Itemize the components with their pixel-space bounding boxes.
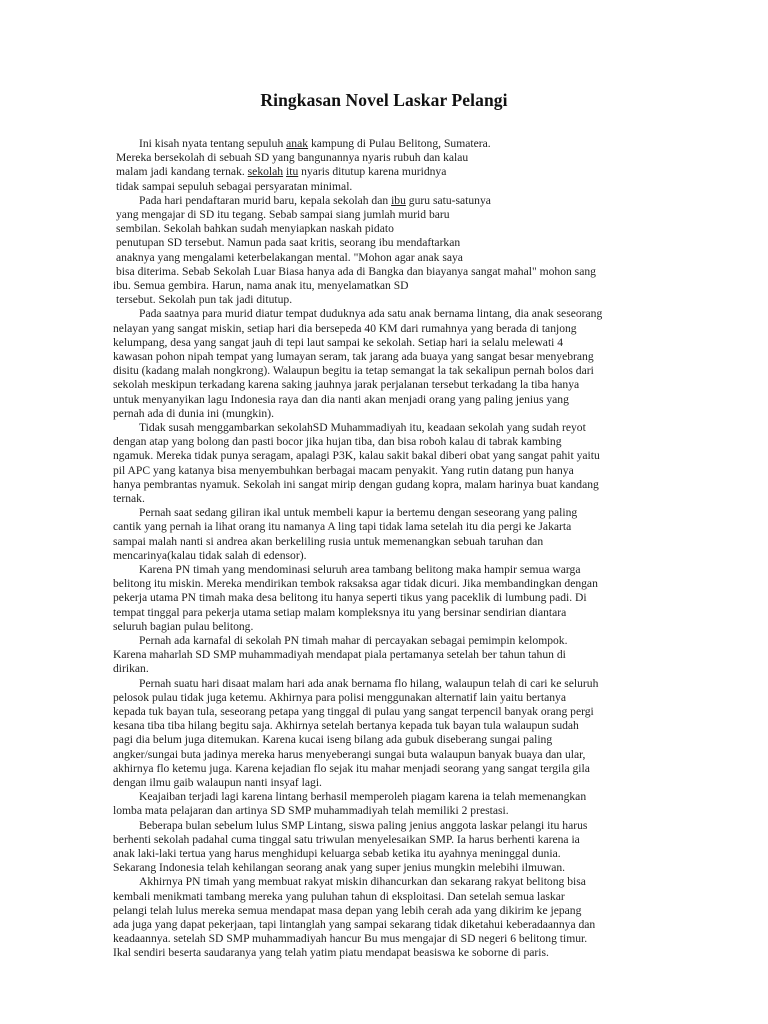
text-line [113,492,145,506]
text-line [113,776,322,790]
text-span: Beberapa bulan sebelum lulus SMP Lintang, siswa paling jenius anggota laskar pelangi itu harus [139,818,588,832]
text-span: untuk menyanyikan lagu Indonesia raya dan dia nanti akan menjadi orang yang paling jenius yang [113,392,569,406]
text-line [113,322,577,336]
underlined-word: ibu [391,193,406,207]
text-span: belitong itu miskin. Mereka mendirikan tembok raksaksa agar tidak dicuri. Jika membandingkan dengan [113,577,598,591]
text-line [113,478,599,492]
text-line [113,449,600,463]
document-body [0,137,768,1017]
text-line [113,520,571,534]
text-line [116,251,463,265]
text-span: lomba mata pelajaran dan artinya SD SMP muhammadiyah telah memiliki 2 prestasi. [113,804,509,818]
text-span: Karena PN timah yang mendominasi seluruh area tambang belitong maka hampir semua warga [139,563,581,576]
text-line [113,833,580,847]
text-line [113,435,562,449]
text-line [116,151,468,165]
text-line [113,336,563,350]
text-line [116,208,450,222]
text-span: akhirnya flo ketemu juga. Karena kejadian flo sejak itu mahar menjadi seorang yang sangat tergila gila [113,761,590,775]
text-span: berhenti sekolah padahal cuma tinggal satu triwulan menyelesaikan SMP. Ia harus berhenti karena ia [113,832,580,846]
text-line [113,748,585,762]
text-span: nyaris ditutup karena muridnya [298,165,447,179]
text-span: seluruh bagian pulau belitong. [113,619,254,633]
text-span: Pernah suatu hari disaat malam hari ada anak bernama flo hilang, walaupun telah di cari ke seluruh [139,676,599,690]
underlined-word: itu [286,165,299,179]
text-line [113,364,594,378]
text-span: Pada hari pendaftaran murid baru, kepala sekolah dan [139,193,392,207]
text-span: Mereka bersekolah di sebuah SD yang bangunannya nyaris rubuh dan kalau [116,151,469,165]
text-span: tempat tinggal para pekerja utama setiap malam kompleksnya itu yang bersinar sendirian diantara [113,605,567,619]
text-line [116,165,446,179]
text-line [139,563,581,577]
text-span: kawasan pohon nipah tempat yang lumayan seram, tak jarang ada buaya yang sangat besar menyebrang [113,350,594,363]
text-span: Pernah saat sedang giliran ikal untuk membeli kapur ia bertemu dengan seseorang yang paling [139,506,578,520]
text-span: Pada saatnya para murid diatur tempat duduknya ada satu anak bernama lintang, dia anak seseorang [139,307,603,321]
text-line [116,293,292,307]
text-line [139,307,602,321]
text-span: Keajaiban terjadi lagi karena lintang berhasil memperoleh piagam karena ia telah memenangkan [139,790,587,804]
text-line [113,762,590,776]
text-span: cantik yang pernah ia lihat orang itu namanya A ling tapi tidak lama setelah itu dia pergi ke Jakarta [113,520,572,534]
text-line [113,577,598,591]
text-span: Sekarang Indonesia telah kehilangan seorang anak yang super jenius mungkin melebihi ilmuwan. [113,861,566,875]
text-line [113,393,569,407]
text-span: sembilan. Sekolah bahkan sudah menyiapkan naskah pidato [116,222,394,236]
text-span: pil APC yang katanya bisa menyembuhkan berbagai macam penyakit. Yang rutin datang pun hanya [113,463,574,477]
text-span: nelayan yang sangat miskin, setiap hari dia bersepeda 40 KM dari rumahnya yang berada di tanjong [113,321,577,335]
text-line [113,691,566,705]
text-line [113,733,552,747]
text-span: disitu (kadang malah nongkrong). Walaupun begitu ia tetap semangat la tak sekalipun pernah bolos dari [113,364,594,378]
text-span: keadaannya. setelah SD SMP muhammadiyah hancur Bu mus mengajar di SD negeri 6 belitong timur. [113,932,588,946]
text-span: mencarinya(kalau tidak salah di edensor). [113,548,307,562]
text-span: anaknya yang mengalami keterbelakangan mental. "Mohon agar anak saya [116,250,463,264]
text-line [139,137,491,151]
text-line [113,378,579,392]
text-line [113,705,594,719]
text-line [113,904,581,918]
text-span: kesana tiba tiba hilang begitu saja. Akhirnya setelah bertanya kepada tuk bayan tula walaupun sudah [113,719,579,733]
text-line [113,932,587,946]
text-span: Karena maharlah SD SMP muhammadiyah mendapat piala pertamanya setelah ber tahun tahun di [113,648,566,662]
text-span: Tidak susah menggambarkan sekolahSD Muhammadiyah itu, keadaan sekolah yang sudah reyot [139,421,586,434]
text-line [113,591,587,605]
document-title: Ringkasan Novel Laskar Pelangi [260,90,508,110]
text-span: ternak. [113,492,145,505]
text-line [139,634,568,648]
underlined-word: sekolah [247,165,284,179]
text-line [139,677,598,691]
text-line [113,606,566,620]
text-line [139,421,586,435]
text-line [113,620,253,634]
text-line [116,222,394,236]
text-span: ngamuk. Mereka tidak punya seragam, apalagi P3K, kalau sakit bakal diberi obat yang sangat pahit yaitu [113,449,600,463]
text-line [139,506,577,520]
text-line [113,946,549,960]
text-span: guru satu-satunya [405,193,491,207]
text-line [113,350,594,364]
text-span: sampai malah nanti si andrea akan berkeliling rusia untuk memenangkan sebuah taruhan dan [113,534,544,548]
text-span: kepada tuk bayan tula, seseorang petapa yang tinggal di pulau yang sangat terpencil banyak orang pergi [113,705,594,718]
text-line [113,535,543,549]
text-line [113,861,565,875]
text-line [113,662,149,676]
text-span: pelangi telah lulus mereka semua mendapat masa depan yang lebih cerah ada yang dikirim ke jepang [113,903,582,917]
text-line [139,875,586,889]
text-span: hanya pembrantas nyamuk. Sekolah ini sangat mirip dengan gudang kopra, malam harinya buat kandang [113,477,599,491]
text-span: pekerja utama PN timah maka desa belitong itu hanya seperti tikus yang paceklik di lumbung padi. Di [113,591,587,605]
text-line [113,918,595,932]
text-line [113,804,509,818]
text-line [139,790,586,804]
text-span: dengan ilmu gaib walaupun nanti insyaf lagi. [113,776,322,789]
text-span: angker/sungai buta jadinya mereka harus menyeberangi sungai buta walaupun banyak buaya dan ular, [113,747,586,761]
text-span: ada juga yang dapat pekerjaan, tapi lintanglah yang sampai sekarang tidak diketahui keberadaannya dan [113,918,596,931]
text-span: yang mengajar di SD itu tegang. Sebab sampai siang jumlah murid baru [116,208,450,221]
text-span: dengan atap yang bolong dan pasti bocor jika hujan tiba, dan bisa roboh kalau di tabrak kambing [113,435,562,449]
text-span: Ikal sendiri beserta saudaranya yang telah yatim piatu mendapat beasiswa ke soborne di paris. [113,946,549,960]
text-line [116,236,460,250]
text-span: sekolah meskipun terkadang karena saking jauhnya jarak perjalanan tersebut terkadang la tiba hanya [113,378,580,392]
text-span: malam jadi kandang ternak. [116,165,248,179]
text-span: pernah ada di dunia ini (mungkin). [113,406,274,420]
text-line [113,549,306,563]
text-line [113,847,561,861]
text-span: Ini kisah nyata tentang sepuluh [139,137,287,150]
text-span: kampung di Pulau Belitong, Sumatera. [308,137,491,150]
text-line [116,265,596,279]
text-span: tidak sampai sepuluh sebagai persyaratan minimal. [116,179,353,193]
text-span: pelosok pulau tidak juga ketemu. Akhirnya para polisi menggunakan alternatif lain yaitu bertanya [113,690,566,704]
text-span: penutupan SD tersebut. Namun pada saat kritis, seorang ibu mendaftarkan [116,236,461,250]
text-line [113,279,409,293]
text-span: kelumpang, desa yang sangat jauh di tepi laut sampai ke sekolah. Setiap hari ia selalu melewati 4 [113,335,564,349]
text-span: Akhirnya PN timah yang membuat rakyat miskin dihancurkan dan sekarang rakyat belitong bisa [139,875,586,889]
text-line [113,464,574,478]
text-line [139,194,491,208]
text-span: ibu. Semua gembira. Harun, nama anak itu, menyelamatkan SD [113,279,409,292]
underlined-word: anak [286,137,309,150]
text-span: tersebut. Sekolah pun tak jadi ditutup. [116,293,293,307]
text-span: dirikan. [113,662,149,676]
text-span: kembali menikmati tambang mereka yang puluhan tahun di eksploitasi. Dan setelah semua laskar [113,889,565,903]
text-line [113,890,565,904]
text-line [113,407,274,421]
text-line [116,180,352,194]
text-span: anak laki-laki tertua yang harus menghidupi keluarga sebab ketika itu ayahnya meninggal dunia. [113,847,561,860]
text-line [139,819,587,833]
text-span: pagi dia belum juga ditemukan. Karena kucai iseng bilang ada gubuk diseberang sungai paling [113,733,553,747]
text-line [113,648,566,662]
text-span: bisa diterima. Sebab Sekolah Luar Biasa hanya ada di Bangka dan biayanya sangat mahal" mohon sang [116,264,596,278]
text-line [113,719,579,733]
text-span: Pernah ada karnafal di sekolah PN timah mahar di percayakan sebagai pemimpin kelompok. [139,634,568,647]
